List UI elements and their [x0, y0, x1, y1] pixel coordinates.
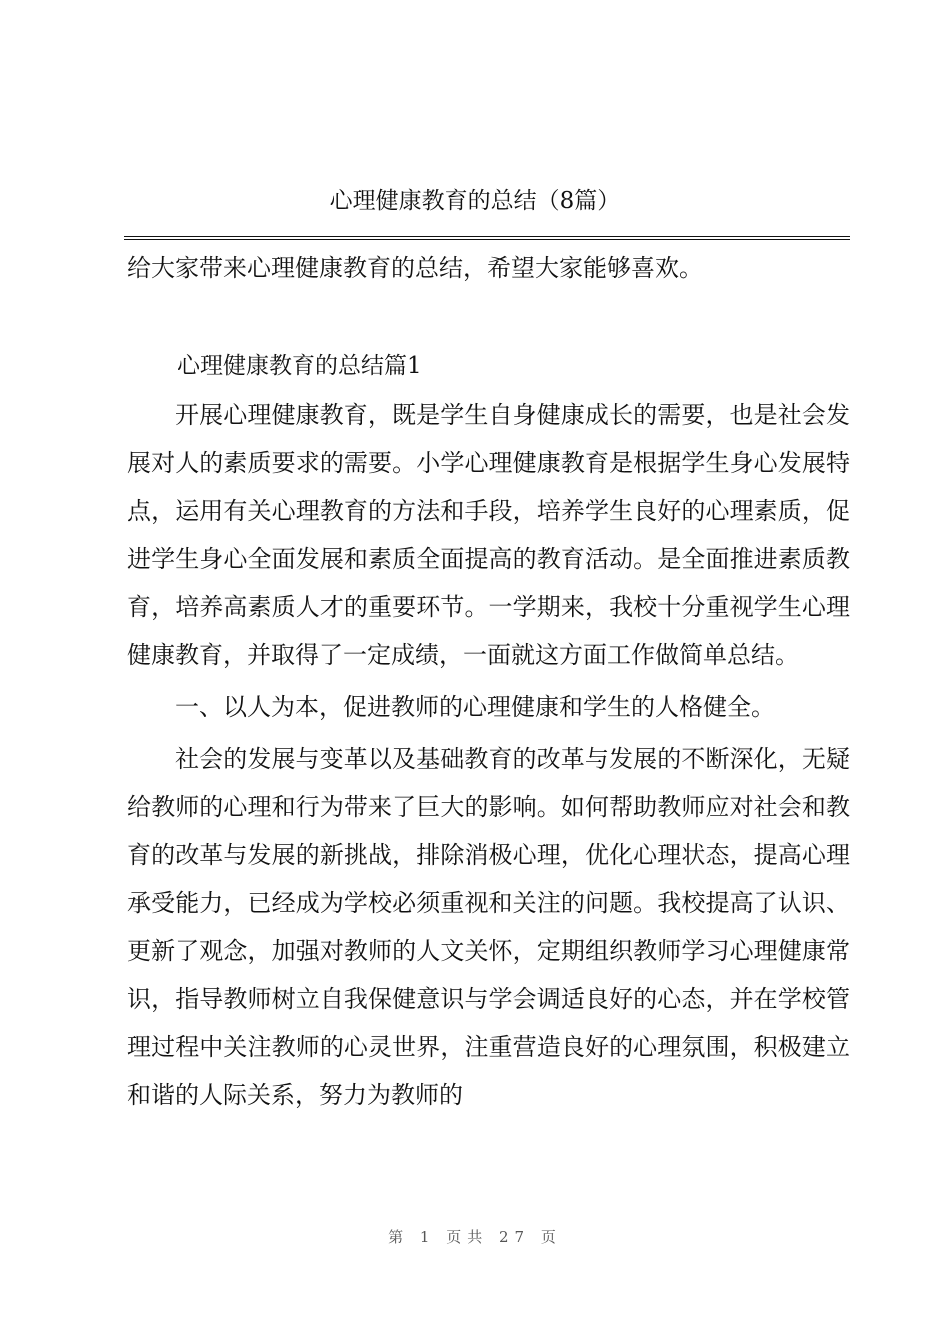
section-heading: 心理健康教育的总结篇1	[177, 353, 422, 379]
body-text	[127, 391, 850, 1123]
paragraph: 开展心理健康教育，既是学生自身健康成长的需要，也是社会发展对人的素质要求的需要。小学心理健康教育是根据学生身心发展特点，运用有关心理教育的方法和手段，培养学生良好的心理素质，促进学生身心全面发展和素质全面提高的教育活动。是全面推进素质教育，培养高素质人才的重要环节。一学期来，我校十分重视学生心理健康教育，并取得了一定成绩，一面就这方面工作做简单总结。	[127, 401, 850, 669]
intro-text: 给大家带来心理健康教育的总结，希望大家能够喜欢。	[127, 254, 703, 282]
paragraph: 一、以人为本，促进教师的心理健康和学生的人格健全。	[175, 693, 775, 721]
paragraph: 社会的发展与变革以及基础教育的改革与发展的不断深化，无疑给教师的心理和行为带来了巨大的影响。如何帮助教师应对社会和教育的改革与发展的新挑战，排除消极心理，优化心理状态，提高心理承受能力，已经成为学校必须重视和关注的问题。我校提高了认识、更新了观念，加强对教师的人文关怀，定期组织教师学习心理健康常识，指导教师树立自我保健意识与学会调适良好的心态，并在学校管理过程中关注教师的心灵世界，注重营造良好的心理氛围，积极建立和谐的人际关系，努力为教师的	[127, 745, 850, 1109]
page-number-footer: 第 1 页共 27 页	[388, 1228, 562, 1246]
document-title: 心理健康教育的总结（8篇）	[329, 188, 621, 214]
title-double-rule	[124, 236, 850, 240]
